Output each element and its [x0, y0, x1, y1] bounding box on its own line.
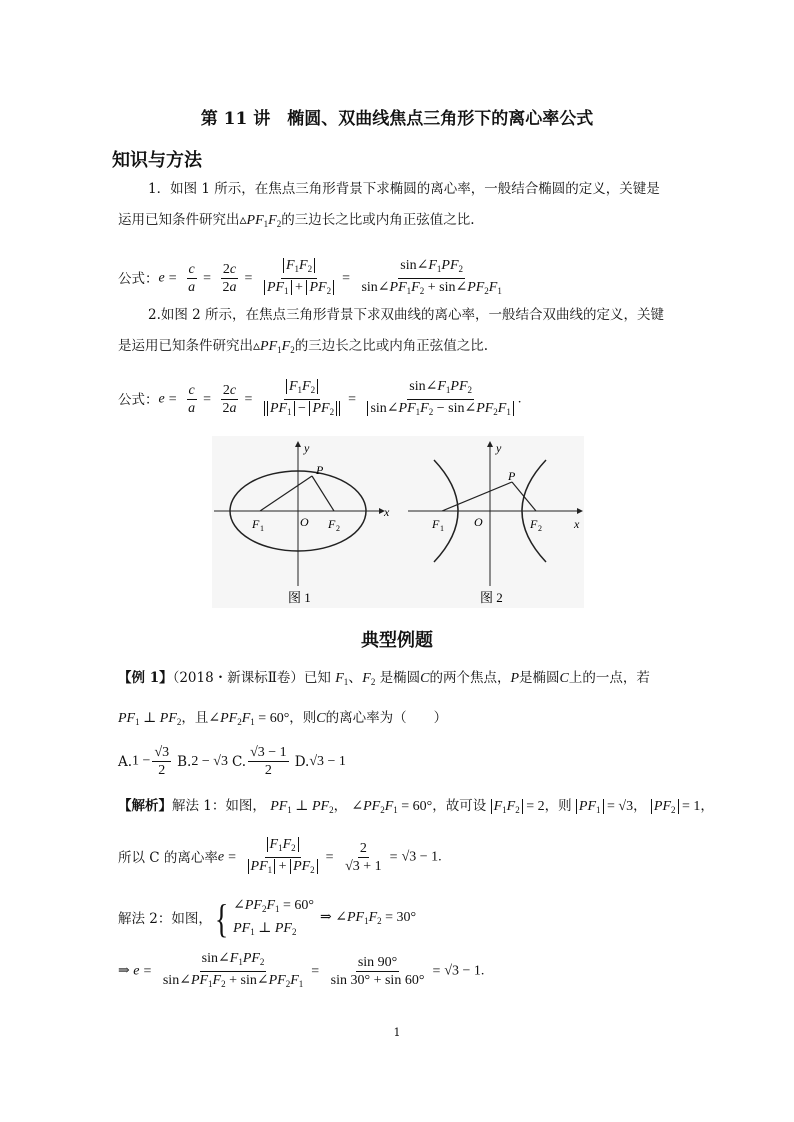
fig1-label-f2-sub: 2: [336, 524, 340, 533]
solution-line1: 【解析】解法 1：如图， $PF_1$ ⊥ $PF_2$， $\angle PF_2F_1 = 60^\circ$，故可设 $F_1F_2 = 2$，则 $PF_1 = √3$， $PF_2 = 1$，: [118, 798, 714, 815]
fig1-label-x: x: [384, 505, 390, 519]
para1-line2: 运用已知条件研究出$▵PF_1F_2$的三边长之比或内角正弦值之比.: [118, 212, 475, 229]
fig1-label-y: y: [304, 441, 310, 455]
solution2-line2: ⇒ e = $\frac{\sin\angle F_1PF_2}{\sin\angle PF_1F_2 + \sin\angle PF_2F_1}$ = $\frac{\sin 90^\circ}{\sin 30^\circ + \sin 60^\circ}$ = √3 − 1.: [118, 951, 485, 989]
section-heading-examples: 典型例题: [361, 630, 433, 651]
figures-svg: [212, 436, 584, 608]
conic-figures: [212, 436, 584, 608]
fig1-label-f2: F: [328, 517, 336, 531]
example1-line2: $PF_1$ ⊥ $PF_2$，且$\angle PF_2F_1 = 60^\circ$，则C的离心率为（ ）: [118, 710, 448, 727]
fig1-label-p: P: [316, 463, 324, 477]
example1-options: A. 1 − $\frac{√3}{2}$ B. 2 − √3 C. $\frac{√3 - 1}{2}$ D. √3 − 1: [118, 745, 346, 778]
para1-line1: 1．如图 1 所示，在焦点三角形背景下求椭圆的离心率，一般结合椭圆的定义，关键是: [148, 181, 660, 197]
solution2-line1: 解法 2：如图， { $\angle PF_2F_1 = 60^\circ$ $PF_1$ ⊥ $PF_2$ ⇒ $\angle PF_1F_2 = 30^\circ$: [118, 896, 417, 941]
fig2-label-y: y: [496, 441, 502, 455]
example1-line1: 【例 1】（2018・新课标Ⅱ卷）已知 $F_1$、$F_2$ 是椭圆C的两个焦点，P是椭圆C上的一点，若: [118, 670, 650, 687]
ellipse-formula: 公式： e = $\frac{c}{a}$ = $\frac{2c}{2a}$ = $\frac{F_1F_2}{PF_1 + PF_2}$ = $\frac{\sin\angle F_1PF_2}{\sin\angle PF_1F_2 + \sin\angle PF_2F_1}$: [118, 258, 502, 296]
hyperbola-formula: 公式： e = $\frac{c}{a}$ = $\frac{2c}{2a}$ = $\frac{F_1F_2}{PF_1 - PF_2}$ = $\frac{\sin\angle F_1PF_2}{\sin\angle PF_1F_2 - \sin\angle PF_2F_1}$ .: [118, 379, 522, 417]
fig2-label-f1: F: [432, 517, 440, 531]
fig2-label-x: x: [574, 517, 580, 531]
fig2-label-o: O: [474, 515, 483, 529]
fig2-label-f2: F: [530, 517, 538, 531]
section-heading-knowledge: 知识与方法: [112, 150, 202, 171]
fig1-label-f1-sub: 1: [260, 524, 264, 533]
fig1-pf2-segment: [312, 476, 334, 511]
fig2-label-f2-sub: 2: [538, 524, 542, 533]
fig1-caption: 图 1: [288, 590, 311, 605]
solution-line2: 所以 C 的离心率 e = $\frac{F_1F_2}{PF_1 + PF_2}$ = $\frac{2}{√3 + 1}$ = √3 − 1.: [118, 837, 442, 875]
fig2-pf2-segment: [512, 482, 536, 511]
fig2-label-f1-sub: 1: [440, 524, 444, 533]
fig2-label-p: P: [508, 469, 516, 483]
figure1-ellipse: [214, 441, 390, 605]
para2-line2: 是运用已知条件研究出$▵PF_1F_2$的三边长之比或内角正弦值之比.: [118, 338, 488, 355]
fig2-caption: 图 2: [480, 590, 503, 605]
page-title: 第 11 讲 椭圆、双曲线焦点三角形下的离心率公式: [200, 109, 594, 129]
figure2-hyperbola: [408, 441, 582, 605]
fig1-label-o: O: [300, 515, 309, 529]
para2-line1: 2.如图 2 所示，在焦点三角形背景下求双曲线的离心率，一般结合双曲线的定义，关键: [148, 307, 665, 323]
fig1-pf1-segment: [260, 476, 312, 511]
fig1-label-f1: F: [252, 517, 260, 531]
page-number: 1: [393, 1026, 401, 1039]
